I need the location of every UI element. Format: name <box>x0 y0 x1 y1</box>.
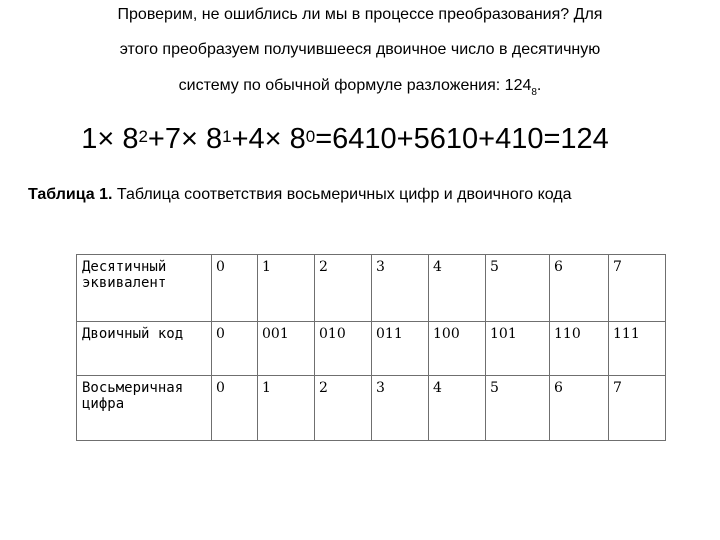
formula-result: =6410+5610+410=124 <box>315 123 609 155</box>
paragraph-line-2: этого преобразуем получившееся двоичное число в десятичную <box>119 41 601 58</box>
formula-term-2: +7× 8 <box>147 123 223 155</box>
table-cell: 0 <box>212 322 258 376</box>
paragraph-line-3 <box>0 76 720 98</box>
table-cell: 5 <box>486 376 550 441</box>
table-cell: 011 <box>372 322 429 376</box>
row-header-decimal: Десятичный эквивалент <box>77 255 212 322</box>
table-cell: 010 <box>315 322 372 376</box>
table-cell: 4 <box>429 255 486 322</box>
expansion-formula <box>0 121 690 157</box>
octal-binary-table <box>76 254 666 441</box>
table-cell: 0 <box>212 255 258 322</box>
row-header-binary: Двоичный код <box>77 322 212 376</box>
table-cell: 111 <box>609 322 666 376</box>
table-cell: 100 <box>429 322 486 376</box>
paragraph-line-3-end: . <box>536 77 542 94</box>
row-header-octal: Восьмеричная цифра <box>77 376 212 441</box>
subscript-base: 8 <box>531 87 537 98</box>
formula-exponent-2: 1 <box>222 127 232 146</box>
table-row-binary <box>77 322 666 376</box>
table-cell: 5 <box>486 255 550 322</box>
table-cell: 6 <box>550 255 609 322</box>
table-cell: 001 <box>258 322 315 376</box>
table-caption-label: Таблица 1. <box>28 186 113 203</box>
table-cell: 2 <box>315 255 372 322</box>
table-cell: 0 <box>212 376 258 441</box>
formula-term-1: 1× 8 <box>81 123 139 155</box>
formula-exponent-3: 0 <box>305 127 316 146</box>
paragraph-line-1: Проверим, не ошиблись ли мы в процессе преобразования? Для <box>117 6 603 23</box>
table-cell: 3 <box>372 255 429 322</box>
table-cell: 7 <box>609 376 666 441</box>
table-cell: 1 <box>258 255 315 322</box>
table-cell: 101 <box>486 322 550 376</box>
table-cell: 110 <box>550 322 609 376</box>
paragraph-line-3-text: систему по обычной формуле разложения: 124 <box>178 77 532 94</box>
table-cell: 6 <box>550 376 609 441</box>
formula-exponent-1: 2 <box>138 127 148 146</box>
table-caption <box>28 185 572 205</box>
table-row-octal <box>77 376 666 441</box>
table-caption-text: Таблица соответствия восьмеричных цифр и двоичного кода <box>112 186 572 203</box>
table-cell: 1 <box>258 376 315 441</box>
table-cell: 7 <box>609 255 666 322</box>
table-cell: 4 <box>429 376 486 441</box>
table-cell: 3 <box>372 376 429 441</box>
table-row-decimal <box>77 255 666 322</box>
table-cell: 2 <box>315 376 372 441</box>
formula-term-3: +4× 8 <box>231 123 306 155</box>
